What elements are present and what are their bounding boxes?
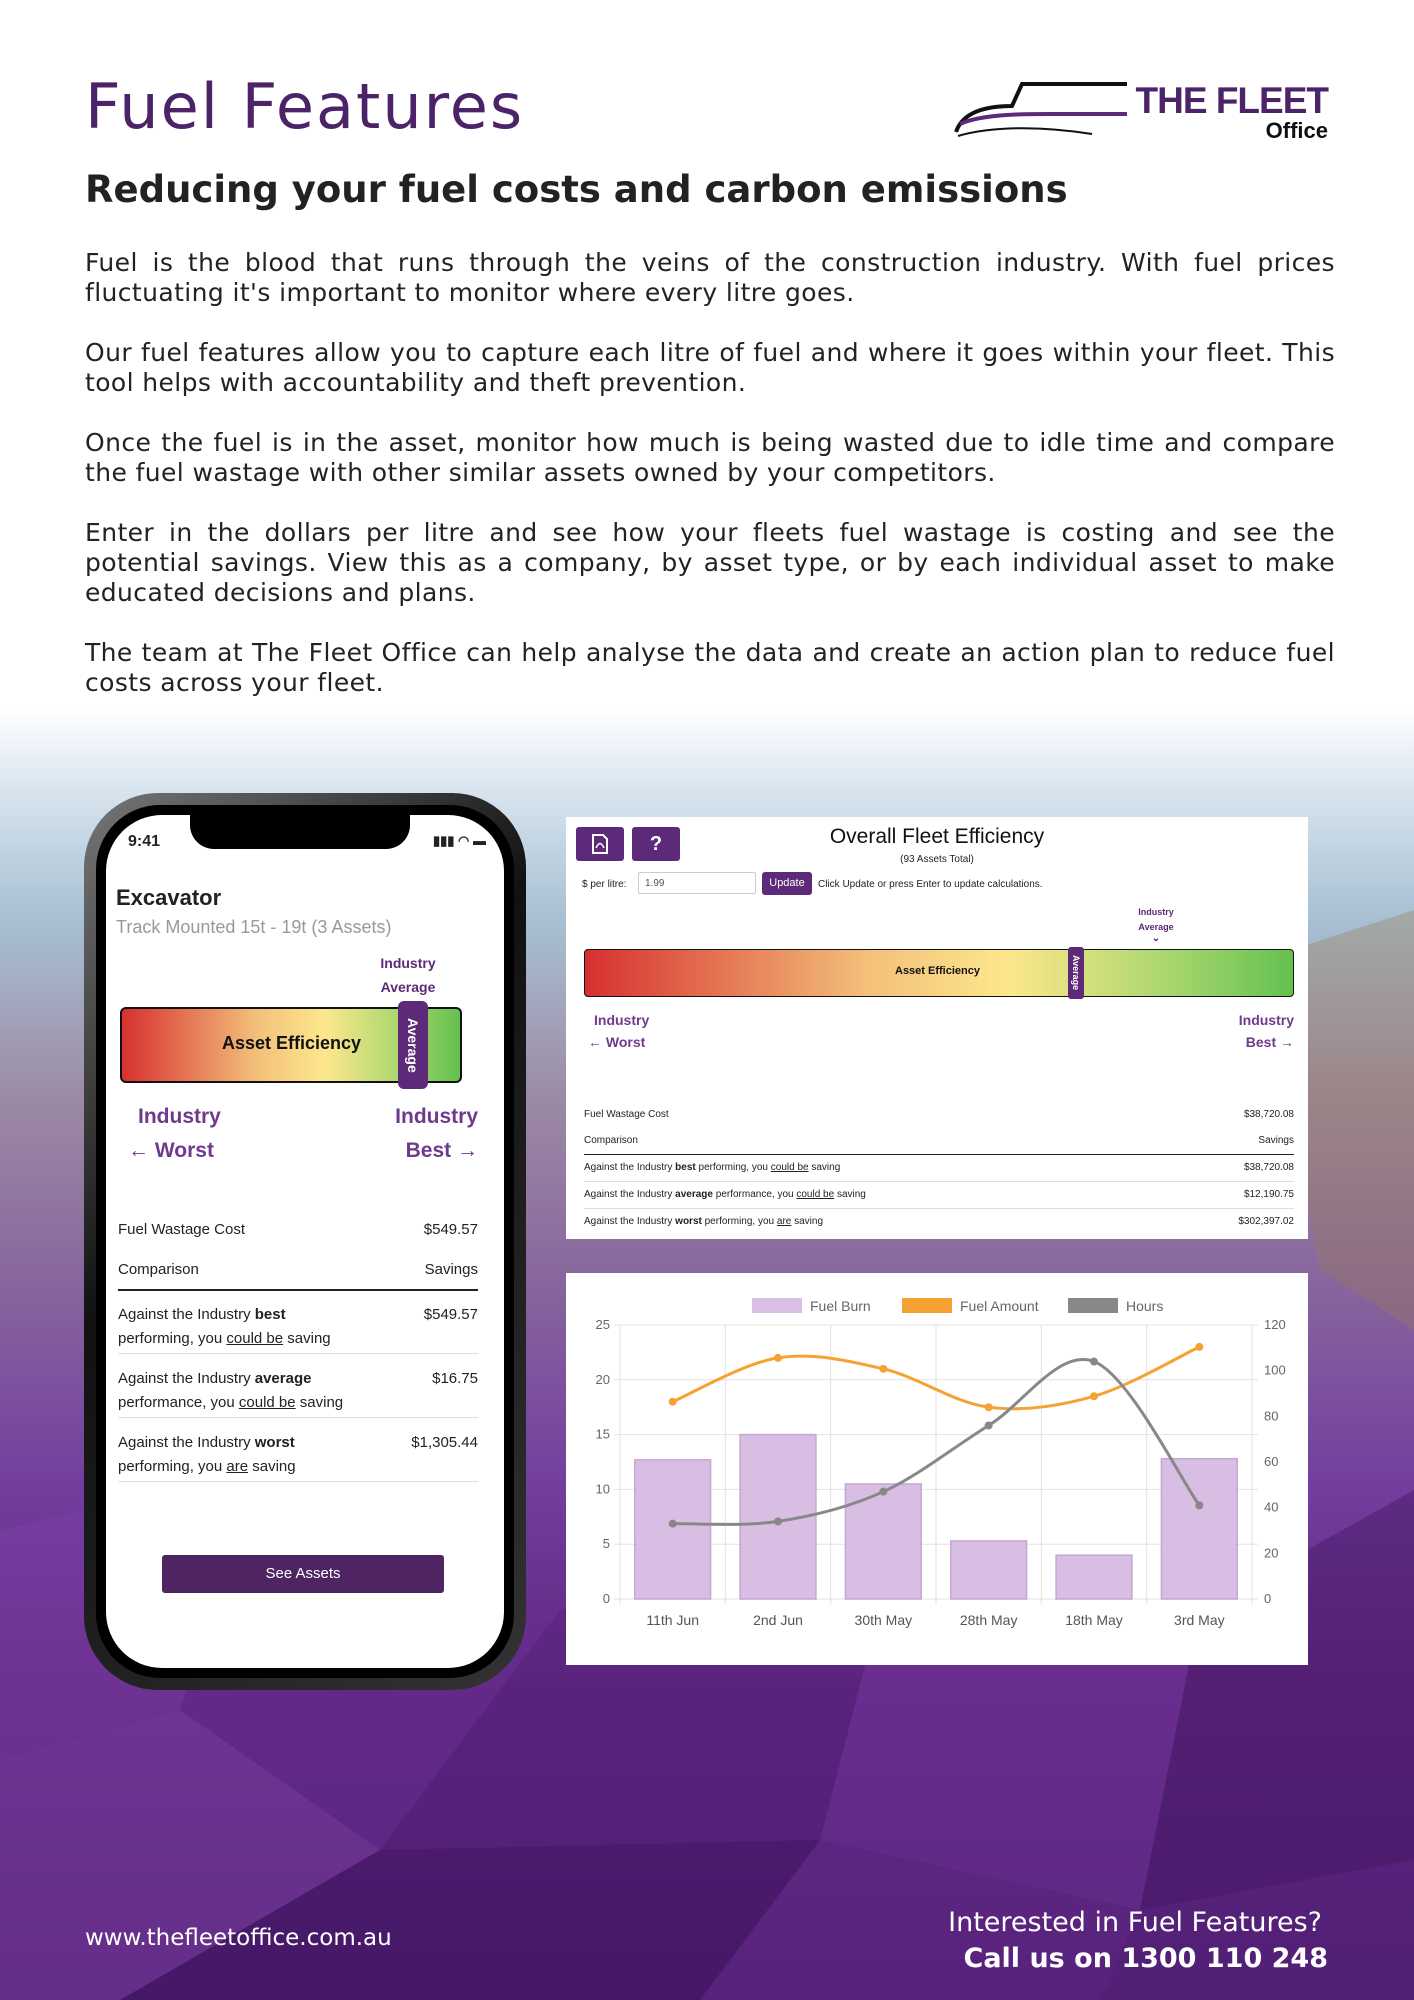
divider: [584, 1208, 1294, 1209]
paragraph: Fuel is the blood that runs through the veins of the construction industry. With fuel prices fluctuating it's important to monitor where every litre goes.: [85, 248, 1335, 307]
legend-label-hours: Hours: [1126, 1298, 1164, 1314]
point-hours: [1195, 1501, 1203, 1509]
footer-question: Interested in Fuel Features?: [948, 1907, 1322, 1938]
bar-fuel-burn: [635, 1460, 711, 1599]
bar-fuel-burn: [951, 1541, 1027, 1599]
bar-fuel-burn: [1056, 1555, 1132, 1599]
y-tick-right: 80: [1264, 1408, 1279, 1424]
footer-phone: Call us on 1300 110 248: [963, 1943, 1328, 1974]
y-tick-right: 20: [1264, 1545, 1279, 1561]
y-tick-right: 60: [1264, 1454, 1279, 1469]
phone-mockup: [84, 793, 526, 1690]
x-tick-label: 18th May: [1065, 1612, 1123, 1628]
x-tick-label: 3rd May: [1174, 1612, 1225, 1628]
per-litre-input[interactable]: 1.99: [638, 872, 756, 894]
y-tick-right: 120: [1264, 1317, 1286, 1332]
efficiency-bar: [584, 949, 1294, 997]
phone-notch: [190, 815, 410, 849]
update-hint: Click Update or press Enter to update calculations.: [818, 879, 1043, 890]
y-tick-left: 25: [595, 1317, 610, 1332]
average-marker: Average: [1068, 947, 1084, 999]
savings-row-average: Against the Industry average performance, you could be saving $12,190.75: [584, 1189, 1294, 1200]
question-icon: ?: [649, 833, 663, 855]
x-tick-label: 11th Jun: [646, 1612, 700, 1628]
point-fuel-amount: [985, 1403, 993, 1411]
body-text: [85, 248, 1335, 728]
company-logo: [952, 70, 1332, 150]
divider: [118, 1481, 478, 1482]
industry-average-label: Industry Average: [368, 951, 448, 1009]
efficiency-subtitle: (93 Assets Total): [900, 854, 974, 865]
legend-swatch-fuel-amount: [902, 1298, 952, 1313]
point-hours: [985, 1421, 993, 1429]
legend-swatch-hours: [1068, 1298, 1118, 1313]
logo-wordmark: THE FLEET: [1135, 80, 1328, 121]
y-tick-right: 100: [1264, 1362, 1286, 1378]
efficiency-bar-label: Asset Efficiency: [895, 965, 980, 977]
divider: [584, 1154, 1294, 1155]
x-tick-label: 30th May: [854, 1612, 913, 1628]
y-tick-left: 20: [595, 1371, 610, 1387]
industry-worst-label: Industry ← Worst: [128, 1105, 221, 1162]
savings-row-worst: Against the Industry worst performing, you are saving $302,397.02: [584, 1216, 1294, 1227]
point-fuel-amount: [1195, 1343, 1203, 1351]
phone-screen: [106, 815, 504, 1668]
asset-title: Excavator: [116, 885, 222, 910]
industry-best-label: Industry Best →: [1238, 1012, 1294, 1050]
point-hours: [669, 1520, 677, 1528]
industry-worst-label: Industry ← Worst: [588, 1012, 650, 1050]
industry-best-label: Industry Best →: [395, 1105, 478, 1162]
point-hours: [774, 1517, 782, 1525]
divider: [118, 1417, 478, 1418]
page-title: Fuel Features: [85, 70, 525, 143]
savings-row-best: Against the Industry best performing, you could be saving $38,720.08: [584, 1162, 1294, 1173]
legend-label-fuel-burn: Fuel Burn: [810, 1298, 871, 1314]
point-fuel-amount: [1090, 1392, 1098, 1400]
divider: [584, 1181, 1294, 1182]
comparison-header: Comparison Savings: [584, 1135, 1294, 1146]
divider: [118, 1289, 478, 1291]
y-tick-right: 40: [1264, 1499, 1279, 1515]
point-fuel-amount: [879, 1365, 887, 1373]
average-marker: Average: [398, 1001, 428, 1089]
fleet-efficiency-panel: [566, 817, 1308, 1239]
savings-row-best: Against the Industry best performing, you could be saving $549.57: [118, 1306, 478, 1347]
signal-wifi-battery-icon: ▮▮▮ ◠ ▬: [432, 833, 486, 848]
efficiency-title: Overall Fleet Efficiency: [829, 825, 1045, 848]
comparison-header: Comparison Savings: [118, 1261, 478, 1278]
update-button[interactable]: Update: [762, 872, 812, 895]
status-time: 9:41: [128, 833, 161, 850]
paragraph: Our fuel features allow you to capture each litre of fuel and where it goes within your fleet. This tool helps with accountability and theft prevention.: [85, 338, 1335, 397]
x-tick-label: 2nd Jun: [753, 1612, 803, 1628]
efficiency-bar-label: Asset Efficiency: [222, 1033, 362, 1053]
chevron-down-icon: ⌄: [1151, 933, 1161, 944]
fuel-wastage-row: Fuel Wastage Cost $549.57: [118, 1221, 478, 1238]
point-hours: [1090, 1358, 1098, 1366]
paragraph: The team at The Fleet Office can help analyse the data and create an action plan to reduce fuel costs across your fleet.: [85, 638, 1335, 697]
website-link[interactable]: www.thefleetoffice.com.au: [85, 1925, 392, 1951]
see-assets-button[interactable]: See Assets: [162, 1555, 444, 1593]
logo-subword: Office: [1265, 118, 1328, 143]
asset-subtitle: Track Mounted 15t - 19t (3 Assets): [116, 917, 392, 937]
savings-row-worst: Against the Industry worst performing, you are saving $1,305.44: [118, 1434, 478, 1475]
divider: [118, 1353, 478, 1354]
point-hours: [879, 1488, 887, 1496]
page-subtitle: Reducing your fuel costs and carbon emissions: [85, 168, 1068, 211]
fuel-chart: [566, 1273, 1308, 1665]
point-fuel-amount: [669, 1398, 677, 1406]
fuel-wastage-row: Fuel Wastage Cost $38,720.08: [584, 1109, 1294, 1120]
y-tick-left: 15: [595, 1426, 610, 1442]
point-fuel-amount: [774, 1354, 782, 1362]
y-tick-left: 0: [602, 1591, 610, 1606]
legend-swatch-fuel-burn: [752, 1298, 802, 1313]
savings-row-average: Against the Industry average performance, you could be saving $16.75: [118, 1370, 478, 1411]
fuel-chart-panel: [566, 1273, 1308, 1665]
y-tick-left: 5: [602, 1536, 610, 1552]
paragraph: Once the fuel is in the asset, monitor how much is being wasted due to idle time and compare the fuel wastage with other similar assets owned by your competitors.: [85, 428, 1335, 487]
legend-label-fuel-amount: Fuel Amount: [960, 1298, 1039, 1314]
bar-fuel-burn: [1161, 1459, 1237, 1599]
x-tick-label: 28th May: [959, 1612, 1018, 1628]
paragraph: Enter in the dollars per litre and see how your fleets fuel wastage is costing and see the potential savings. View this as a company, by asset type, or by each individual asset to make educated decisions and plans.: [85, 518, 1335, 607]
y-tick-right: 0: [1264, 1591, 1272, 1606]
y-tick-left: 10: [595, 1481, 610, 1497]
per-litre-label: $ per litre:: [582, 879, 627, 890]
truck-logo-icon: [952, 74, 1132, 144]
industry-average-label: Industry Average ⌄: [1126, 905, 1186, 943]
